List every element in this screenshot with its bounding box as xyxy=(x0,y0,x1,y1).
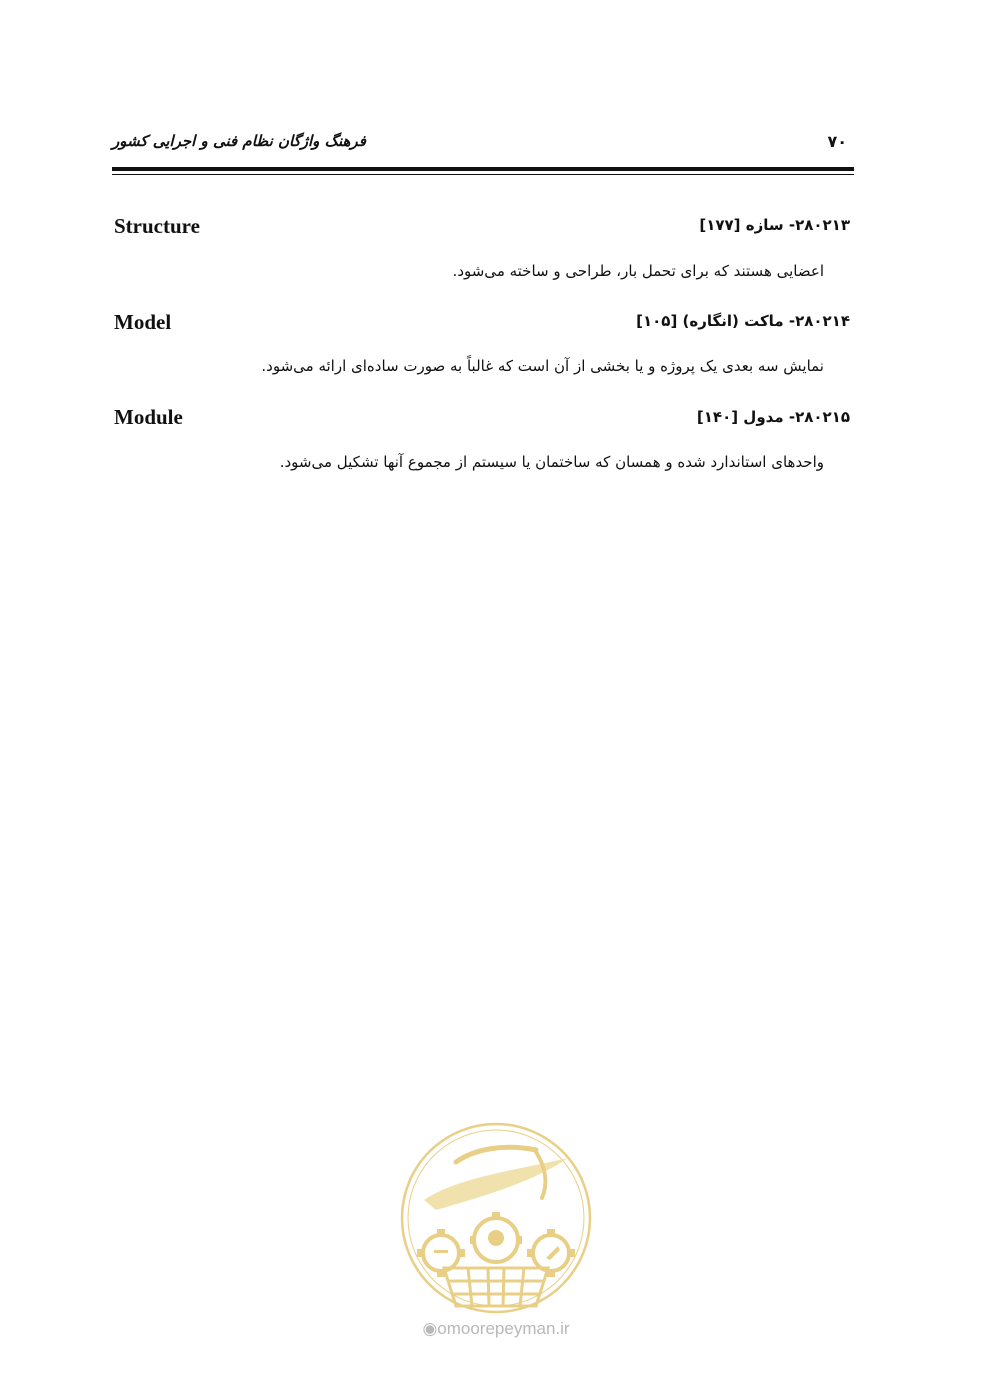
entry-term-persian: ۲۸۰۲۱۳- سازه [۱۷۷] xyxy=(699,216,850,234)
entry-definition: اعضایی هستند که برای تحمل بار، طراحی و ساخته می‌شود. xyxy=(452,262,824,280)
watermark-logo xyxy=(396,1118,596,1318)
entry-term-persian: ۲۸۰۲۱۵- مدول [۱۴۰] xyxy=(696,408,850,426)
entry-term-persian: ۲۸۰۲۱۴- ماکت (انگاره) [۱۰۵] xyxy=(636,312,850,330)
running-header-title: فرهنگ واژگان نظام فنی و اجرایی کشور xyxy=(112,132,366,150)
entry-definition: نمایش سه بعدی یک پروژه و یا بخشی از آن است که غالباً به صورت ساده‌ای ارائه می‌شود. xyxy=(261,357,824,375)
header-rule-thick xyxy=(112,167,854,171)
entry-term-english: Module xyxy=(114,405,183,429)
entry-definition: واحدهای استاندارد شده و همسان که ساختمان یا سیستم از مجموع آنها تشکیل می‌شود. xyxy=(279,453,824,471)
header-rule-thin xyxy=(112,174,854,175)
page-number: ۷۰ xyxy=(827,132,847,151)
entry-term-english: Model xyxy=(114,310,172,334)
watermark-url: ◉omoorepeyman.ir xyxy=(422,1319,570,1338)
entry-term-english: Structure xyxy=(114,214,200,238)
globe-icon: ◉ xyxy=(422,1319,438,1338)
